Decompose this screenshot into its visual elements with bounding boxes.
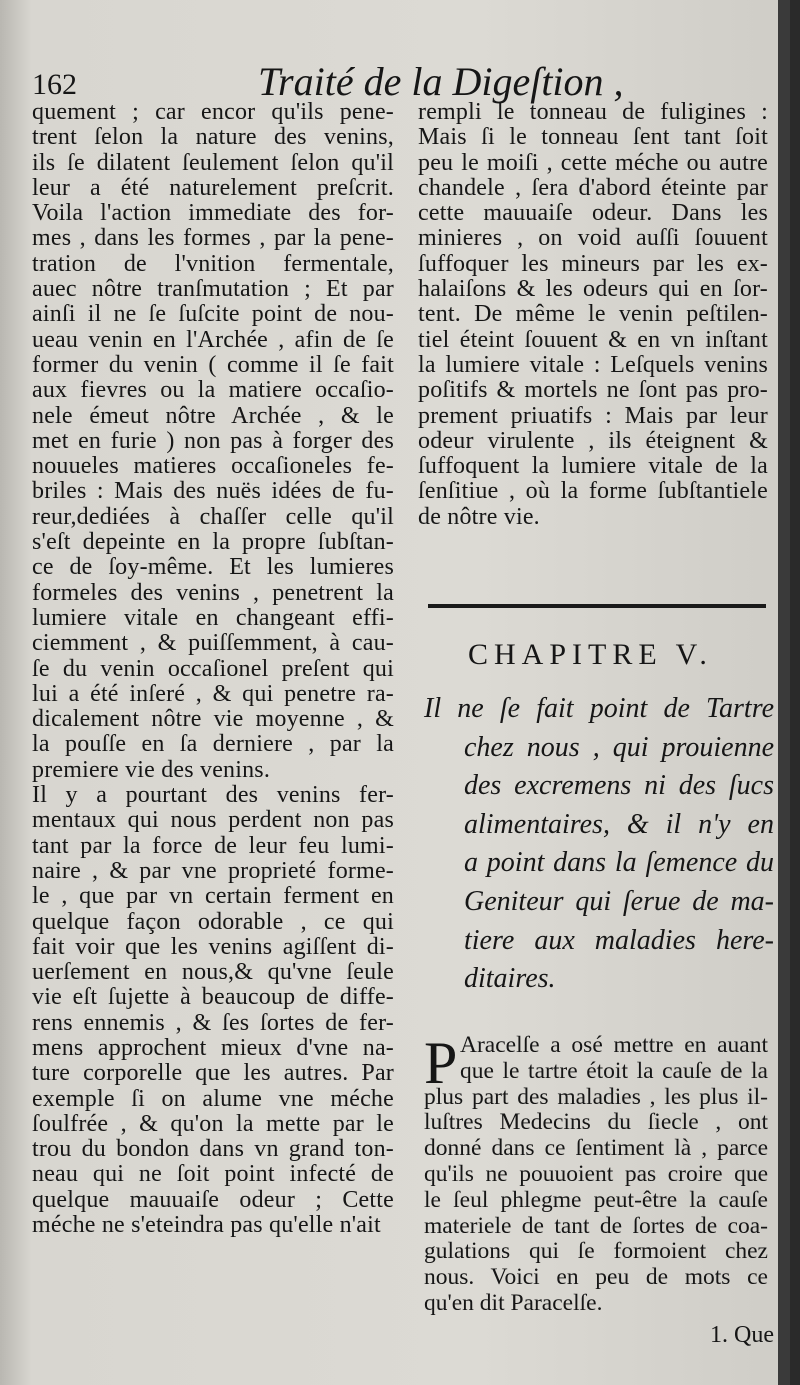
text-line: met en furie ) non pas à forger des — [32, 427, 394, 454]
text-line: trou du bondon dans vn grand ton- — [32, 1136, 394, 1163]
text-line: rempli le tonneau de fuligines : — [418, 99, 768, 125]
text-line: mentaux qui nous perdent non pas — [32, 807, 394, 834]
text-line: aux fievres ou la matiere occaſio- — [32, 377, 394, 404]
text-line: briles : Mais des nuës idées de fu- — [32, 478, 394, 505]
text-line: leur a été naturelement preſcrit. — [32, 174, 394, 201]
text-line: la lumiere vitale : Leſquels venins — [418, 351, 768, 378]
text-line: naire , & par vne proprieté forme- — [32, 857, 394, 884]
text-line: tent. De même le venin peſtilen- — [418, 301, 768, 328]
text-line: s'eſt depeinte en la propre ſubſtan- — [32, 529, 394, 556]
right-column — [418, 100, 768, 530]
text-line: tant par la force de leur feu lumi- — [32, 832, 394, 859]
text-line: Il y a pourtant des venins fer- — [32, 782, 394, 809]
left-column — [32, 100, 394, 1238]
text-line: luſtres Medecins du ſiecle , ont — [424, 1109, 768, 1136]
text-line: mens approchent mieux d'vne na- — [32, 1034, 394, 1061]
chapter-heading: CHAPITRE V. — [468, 638, 713, 671]
text-line: uerſement en nous,& qu'vne ſeule — [32, 959, 394, 986]
text-line: tiere aux maladies here- — [464, 924, 774, 956]
text-line: peu le moiſi , cette méche ou autre — [418, 149, 768, 176]
text-line: neau qui ne ſoit point infecté de — [32, 1161, 394, 1188]
text-line: halaiſons & les odeurs qui en ſor- — [418, 276, 768, 303]
text-line: Il ne ſe fait point de Tartre — [424, 693, 774, 724]
text-line: lumiere vitale en changeant effi- — [32, 604, 394, 631]
text-line: le ſeul phlegme peut-être la cauſe — [424, 1186, 768, 1213]
text-line: formeles des venins , penetrent la — [32, 579, 394, 606]
text-line: alimentaires, & il n'y en — [464, 808, 774, 840]
text-line: nele émeut nôtre Archée , & le — [32, 402, 394, 429]
running-head — [30, 50, 770, 104]
text-line: ciemment , & puiſſemment, à cau- — [32, 630, 394, 657]
text-line: quement ; car encor qu'ils pene- — [32, 99, 394, 125]
text-line: ſuffoquent la lumiere vitale de la — [418, 453, 768, 480]
text-line: donné dans ce ſentiment là , parce — [424, 1135, 768, 1162]
text-line: Mais ſi le tonneau ſent tant ſoit — [418, 124, 768, 151]
text-line: quelque mauuaiſe odeur ; Cette — [32, 1186, 394, 1213]
text-line: mes , dans les formes , par la pene- — [32, 225, 394, 252]
text-line: minieres , on void auſſi ſouuent — [418, 225, 768, 252]
catchword: 1. Que — [710, 1322, 774, 1348]
text-line: fait voir que les venins agiſſent di- — [32, 933, 394, 960]
text-line: ſe du venin occaſionel preſent qui — [32, 655, 394, 682]
text-line: Geniteur qui ſerue de ma- — [464, 885, 774, 917]
page-edge — [778, 0, 790, 1385]
chapter-summary — [424, 690, 774, 999]
text-line: ſoulfrée , & qu'on la mette par le — [32, 1110, 394, 1137]
text-line: ainſi il ne ſe ſuſcite point de nou- — [32, 301, 394, 328]
text-line: des excremens ni des ſucs — [464, 770, 774, 802]
text-line: Voila l'action immediate des for- — [32, 200, 394, 227]
text-line: ſuffoquer les mineurs par les ex- — [418, 250, 768, 277]
text-line: prement priuatifs : Mais par leur — [418, 402, 768, 429]
text-line: vie eſt ſujette à beaucoup de diffe- — [32, 984, 394, 1011]
text-line: nouueles matieres occaſioneles fe- — [32, 453, 394, 480]
text-line: ce de ſoy-même. Et les lumieres — [32, 554, 394, 581]
text-line: premiere vie des venins. — [32, 756, 271, 783]
text-line: le , que par vn certain ferment en — [32, 883, 394, 910]
text-line: lui a été inſeré , & qui penetre ra- — [32, 680, 394, 707]
drop-cap: P — [424, 1030, 458, 1096]
text-line: odeur virulente , ils éteignent & — [418, 427, 768, 454]
text-line: rens ennemis , & ſes ſortes de fer- — [32, 1009, 394, 1036]
text-line: que le tartre étoit la cauſe de la — [460, 1057, 768, 1084]
text-line: ture corporelle que les autres. Par — [32, 1060, 394, 1087]
text-line: nous. Voici en peu de mots ce — [424, 1264, 768, 1291]
text-line: chez nous , qui prouienne — [464, 731, 774, 763]
text-line: chandele , ſera d'abord éteinte par — [418, 174, 768, 201]
text-line: tration de l'vnition fermentale, — [32, 250, 394, 277]
text-line: la pouſſe en ſa derniere , par la — [32, 731, 394, 758]
text-line: dicalement nôtre vie moyenne , & — [32, 706, 394, 733]
running-title: Traité de la Digeſtion , — [258, 59, 624, 104]
chapter-rule — [428, 604, 766, 608]
text-line: poſitifs & mortels ne ſont pas pro- — [418, 377, 768, 404]
text-line: méche ne s'eteindra pas qu'elle n'ait — [32, 1212, 381, 1239]
text-line: qu'en dit Paracelſe. — [424, 1289, 603, 1316]
text-line: exemple ſi on alume vne méche — [32, 1085, 394, 1112]
text-line: ditaires. — [464, 963, 556, 995]
text-line: de nôtre vie. — [418, 503, 540, 530]
text-line: Aracelſe a osé mettre en auant — [460, 1032, 768, 1058]
text-line: materiele de tant de ſortes de coa- — [424, 1212, 768, 1239]
text-line: ueau venin en l'Archée , afin de ſe — [32, 326, 394, 353]
text-line: qu'ils ne pouuoient pas croire que — [424, 1160, 768, 1187]
text-line: tiel éteint ſouuent & en vn inſtant — [418, 326, 768, 353]
text-line: plus part des maladies , les plus il- — [424, 1083, 768, 1110]
text-line: former du venin ( comme il ſe fait — [32, 351, 394, 378]
text-line: ils ſe dilatent ſeulement ſelon qu'il — [32, 149, 394, 176]
text-line: ſenſitiue , où la forme ſubſtantiele — [418, 478, 768, 505]
text-line: auec nôtre tranſmutation ; Et par — [32, 276, 394, 303]
text-line: gulations qui ſe formoient chez — [424, 1238, 768, 1265]
chapter-paragraph — [424, 1030, 768, 1317]
text-line: a point dans la ſemence du — [464, 847, 774, 879]
text-line: reur,dediées à chaſſer celle qu'il — [32, 503, 394, 530]
text-line: trent ſelon la nature des venins, — [32, 124, 394, 151]
text-line: quelque façon odorable , ce qui — [32, 908, 394, 935]
text-line: cette mauuaiſe odeur. Dans les — [418, 200, 768, 227]
page-number: 162 — [32, 68, 77, 101]
